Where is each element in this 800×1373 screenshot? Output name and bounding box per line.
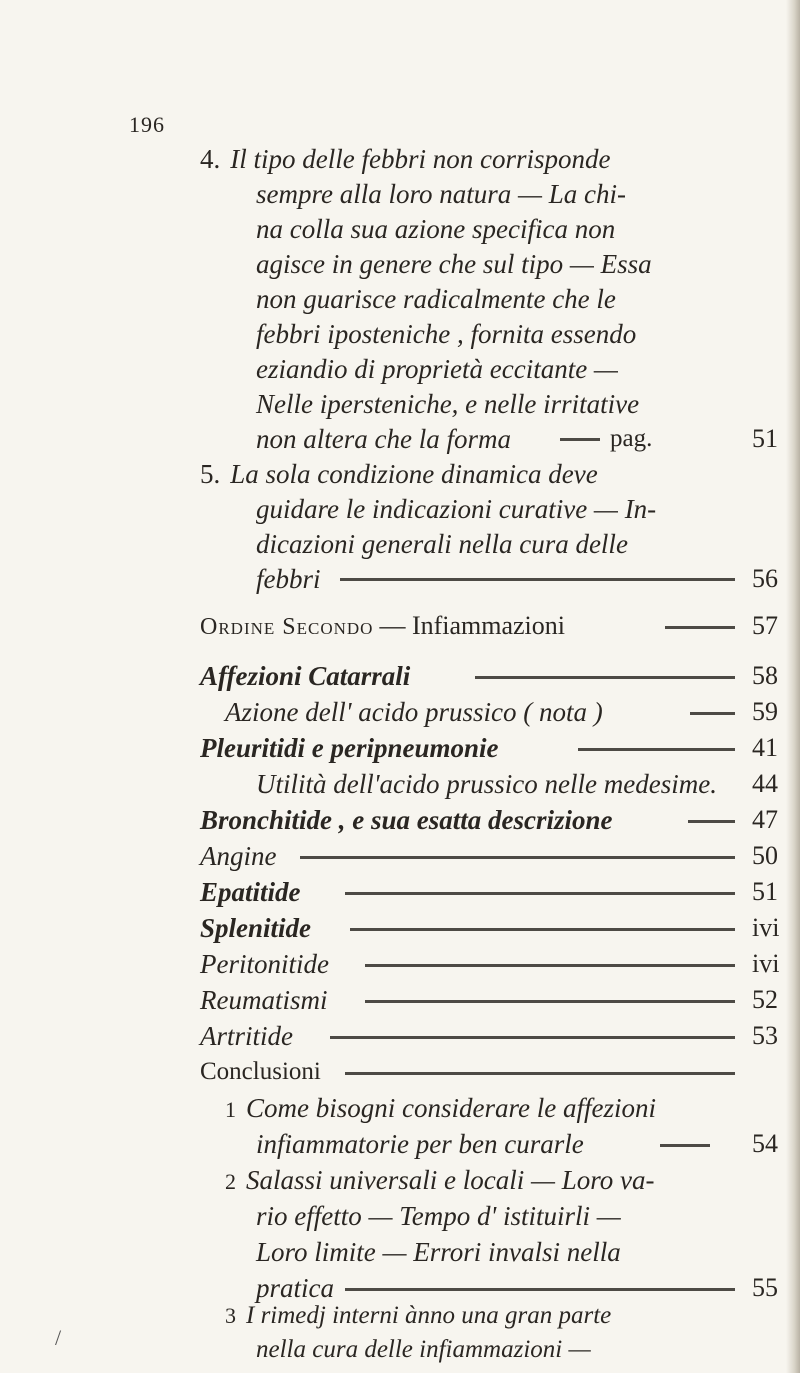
entry-4-line-8: Nelle ipersteniche, e nelle irritative [256,389,640,419]
leader-line [690,712,735,715]
page-ref: 54 [752,1129,778,1158]
leader-line [560,438,600,441]
toc-item: Utilità dell'acido prussico nelle medesime. [256,769,717,799]
page-ref: 56 [752,564,778,593]
leader-line [345,892,735,895]
conclusion-1-line-2: infiammatorie per ben curarle [256,1129,584,1159]
page-ref: 55 [752,1273,778,1302]
entry-4-line-2: sempre alla loro natura — La chi- [256,179,626,209]
entry-number: 5. [200,459,221,489]
entry-5-line-3: dicazioni generali nella cura delle [256,529,628,559]
conclusion-2-line-4: pratica [256,1273,334,1303]
page-ref: 51 [752,424,778,453]
page-number: 196 [129,112,165,137]
conclusion-3-line-2: nella cura delle infiammazioni — [256,1336,591,1363]
toc-item: Conclusioni [200,1058,321,1085]
leader-line [578,748,735,751]
leader-line [475,676,735,679]
toc-item: Reumatismi [200,985,328,1015]
page-ref: 44 [752,769,778,798]
leader-line [365,1000,735,1003]
page-ref: 57 [752,611,778,640]
conclusion-2-line-3: Loro limite — Errori invalsi nella [256,1237,621,1267]
entry-5-line-2: guidare le indicazioni curative — In- [256,494,657,524]
leader-line [365,964,735,967]
entry-4-line-9: non altera che la forma [256,424,511,454]
pag-label: pag. [610,425,653,452]
stray-mark: / [55,1325,62,1350]
toc-item: Peritonitide [200,949,329,979]
conclusion-1-line-1: 1 Come bisogni considerare le affezioni [225,1093,656,1123]
page-ref: ivi [752,949,780,978]
toc-item: Azione dell' acido prussico ( nota ) [225,697,603,727]
leader-line [300,856,735,859]
entry-4-line-7: eziandio di proprietà eccitante — [256,354,618,384]
toc-item: Pleuritidi e peripneumonie [200,733,499,763]
section-heading: Ordine Secondo — Infiammazioni [200,611,566,640]
page-ref: 47 [752,805,778,834]
toc-item: Bronchitide , e sua esatta descrizione [200,805,613,835]
conclusion-2-line-1: 2 Salassi universali e locali — Loro va- [225,1165,655,1195]
entry-4-line-5: non guarisce radicalmente che le [256,284,616,314]
leader-line [330,1036,735,1039]
leader-line [345,1072,735,1075]
conclusion-2-line-2: rio effetto — Tempo d' istituirli — [256,1201,621,1231]
leader-line [350,928,735,931]
entry-5-line-4: febbri [256,564,321,594]
leader-line [340,578,735,581]
entry-4-line-4: agisce in genere che sul tipo — Essa [256,249,652,279]
leader-line [345,1288,735,1291]
entry-5-line-1: 5. La sola condizione dinamica deve [200,459,598,489]
leader-line [688,820,735,823]
page-ref: 52 [752,985,778,1014]
entry-4-line-1: 4. Il tipo delle febbri non corrisponde [200,144,611,174]
toc-item: Angine [200,841,277,871]
entry-4-line-6: febbri iposteniche , fornita essendo [256,319,637,349]
toc-item: Affezioni Catarrali [200,661,411,691]
leader-line [665,626,735,629]
toc-item: Artritide [200,1021,293,1051]
page-ref: 41 [752,733,778,762]
leader-line [660,1144,710,1147]
conclusion-3-line-1: 3 I rimedj interni ànno una gran parte [225,1302,612,1329]
page-ref: ivi [752,913,780,942]
entry-4-line-3: na colla sua azione specifica non [256,214,616,244]
page-ref: 51 [752,877,778,906]
page-ref: 53 [752,1021,778,1050]
entry-number: 4. [200,144,221,174]
page-ref: 50 [752,841,778,870]
page-ref: 58 [752,661,778,690]
page-ref: 59 [752,697,778,726]
toc-item: Epatitide [200,877,301,907]
toc-item: Splenitide [200,913,312,943]
